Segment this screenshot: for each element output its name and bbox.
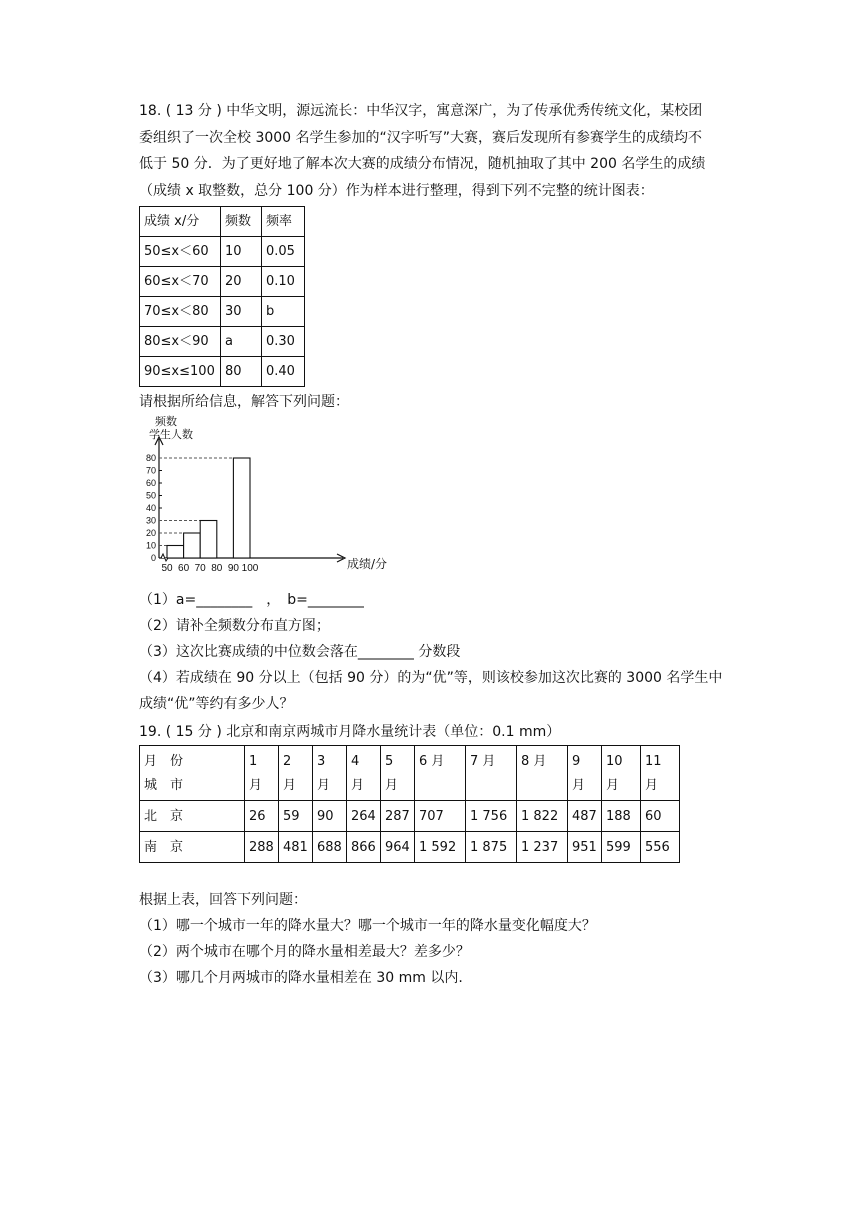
table-cell: 964: [381, 832, 415, 863]
table-row: [140, 297, 305, 327]
table-cell: 487: [568, 801, 602, 832]
table-cell: 80≤x＜90: [140, 327, 221, 357]
table-cell: 288: [245, 832, 279, 863]
table-cell: 188: [602, 801, 641, 832]
y-tick-label: 40: [145, 503, 156, 513]
table-cell: 20: [221, 267, 262, 297]
q19-header: 19. ( 15 分 ) 北京和南京两城市月降水量统计表（单位：0.1 mm）: [139, 724, 561, 740]
q18-line-3: 低于 50 分．为了更好地了解本次大赛的成绩分布情况，随机抽取了其中 200 名学生的成绩: [139, 156, 706, 172]
histogram-bar: [184, 533, 201, 558]
corner-city-label: 城 市: [144, 778, 184, 793]
table-cell: 59: [279, 801, 313, 832]
month-header-cell: 1 月: [245, 746, 279, 801]
month-header-cell: 10 月: [602, 746, 641, 801]
table-cell: 707: [415, 801, 466, 832]
q18-question-1: （1）a=________ ， b=________: [139, 592, 364, 608]
q19-prompt: 根据上表，回答下列问题：: [139, 892, 307, 908]
table-row: [140, 267, 305, 297]
q18-question-2: （2）请补全频数分布直方图；: [139, 618, 330, 634]
q18-prompt: 请根据所给信息，解答下列问题：: [139, 394, 349, 410]
table-cell: 70≤x＜80: [140, 297, 221, 327]
table-cell: 481: [279, 832, 313, 863]
table-cell: 264: [347, 801, 381, 832]
q18-question-3: （3）这次比赛成绩的中位数会落在________ 分数段: [139, 644, 461, 660]
table-header-cell: 频数: [221, 207, 262, 237]
y-tick-label: 60: [145, 478, 156, 488]
table-cell: 26: [245, 801, 279, 832]
month-header-cell: 9 月: [568, 746, 602, 801]
x-tick-label: 50: [161, 563, 173, 574]
histogram-svg: [147, 417, 407, 587]
table-cell: 1 237: [517, 832, 568, 863]
city-cell: 南 京: [140, 832, 245, 863]
table-header-cell: 成绩 x/分: [140, 207, 221, 237]
month-header-cell: 5 月: [381, 746, 415, 801]
x-tick-label: 90: [227, 563, 239, 574]
table-row: [140, 357, 305, 387]
table-cell: 10: [221, 237, 262, 267]
table-cell: 30: [221, 297, 262, 327]
y-axis-label-line1: 频数: [155, 415, 177, 428]
month-header-cell: 6 月: [415, 746, 466, 801]
q18-line-2: 委组织了一次全校 3000 名学生参加的“汉字听写”大赛，赛后发现所有参赛学生的成绩均不: [139, 129, 703, 146]
x-tick-label: 60: [178, 563, 190, 574]
q19-question-2: （2）两个城市在哪个月的降水量相差最大？差多少？: [139, 944, 470, 960]
rainfall-table: [139, 745, 680, 863]
table-cell: 1 592: [415, 832, 466, 863]
x-tick-label: 70: [194, 563, 206, 574]
table-cell: 1 756: [466, 801, 517, 832]
q18-question-4-cont: 成绩“优”等约有多少人？: [139, 696, 294, 712]
y-tick-label: 30: [145, 515, 156, 526]
table-cell: b: [262, 297, 305, 327]
x-tick-label: 100: [241, 563, 259, 574]
y-axis-label-line2: 学生人数: [149, 428, 193, 441]
q18-question-4: （4）若成绩在 90 分以上（包括 90 分）的为“优”等，则该校参加这次比赛的 3000 名学生中: [139, 670, 723, 686]
score-frequency-table: [139, 206, 305, 387]
page-content: [139, 98, 739, 991]
q19-question-1: （1）哪一个城市一年的降水量大？哪一个城市一年的降水量变化幅度大？: [139, 918, 596, 934]
q18-header: 18. ( 13 分 ) 中华文明，源远流长：中华汉字，寓意深广，为了传承优秀传统文化，某校团: [139, 103, 703, 119]
table-row: [140, 237, 305, 267]
y-tick-label: 10: [145, 540, 156, 551]
month-header-cell: 4 月: [347, 746, 381, 801]
table-cell: 60: [641, 801, 680, 832]
q19-questions: [139, 887, 739, 991]
table-cell: 80: [221, 357, 262, 387]
y-tick-label: 70: [145, 465, 156, 476]
table-cell: 0.40: [262, 357, 305, 387]
y-tick-label: 50: [145, 490, 156, 501]
y-tick-label: 80: [145, 453, 156, 463]
table-cell: 0.10: [262, 267, 305, 297]
histogram-bar: [167, 546, 184, 559]
month-header-cell: 3 月: [313, 746, 347, 801]
table-cell: 866: [347, 832, 381, 863]
table-cell: 599: [602, 832, 641, 863]
table-row: [140, 832, 680, 863]
corner-month-label: 月 份: [144, 754, 184, 769]
table-cell: 688: [313, 832, 347, 863]
table-header-row: [140, 207, 305, 237]
city-cell: 北 京: [140, 801, 245, 832]
table-cell: 1 875: [466, 832, 517, 863]
table-cell: 1 822: [517, 801, 568, 832]
table-cell: a: [221, 327, 262, 357]
table-row: [140, 801, 680, 832]
month-header-cell: 11 月: [641, 746, 680, 801]
y-tick-label: 20: [145, 528, 156, 538]
table-header-cell: 频率: [262, 207, 305, 237]
table-cell: 287: [381, 801, 415, 832]
table-cell: 951: [568, 832, 602, 863]
month-header-cell: 8 月: [517, 746, 568, 801]
table-header-row: [140, 746, 680, 801]
y-tick-label: 0: [150, 553, 156, 563]
table-cell: 556: [641, 832, 680, 863]
table-row: [140, 327, 305, 357]
corner-header-cell: [140, 746, 245, 801]
histogram-bar: [233, 458, 250, 558]
histogram-bar: [200, 521, 217, 559]
x-axis-label: 成绩/分: [347, 557, 388, 571]
table-cell: 0.05: [262, 237, 305, 267]
month-header-cell: 2 月: [279, 746, 313, 801]
q18-line-4: （成绩 x 取整数，总分 100 分）作为样本进行整理，得到下列不完整的统计图表：: [139, 182, 654, 199]
q18-questions: [139, 587, 739, 717]
table-cell: 90≤x≤100: [140, 357, 221, 387]
histogram-chart: [147, 417, 407, 587]
table-cell: 0.30: [262, 327, 305, 357]
q18-paragraph: [139, 98, 739, 204]
q19-question-3: （3）哪几个月两城市的降水量相差在 30 mm 以内.: [139, 970, 463, 986]
month-header-cell: 7 月: [466, 746, 517, 801]
x-tick-label: 80: [211, 563, 223, 574]
table-cell: 50≤x＜60: [140, 237, 221, 267]
table-cell: 90: [313, 801, 347, 832]
table-cell: 60≤x＜70: [140, 267, 221, 297]
